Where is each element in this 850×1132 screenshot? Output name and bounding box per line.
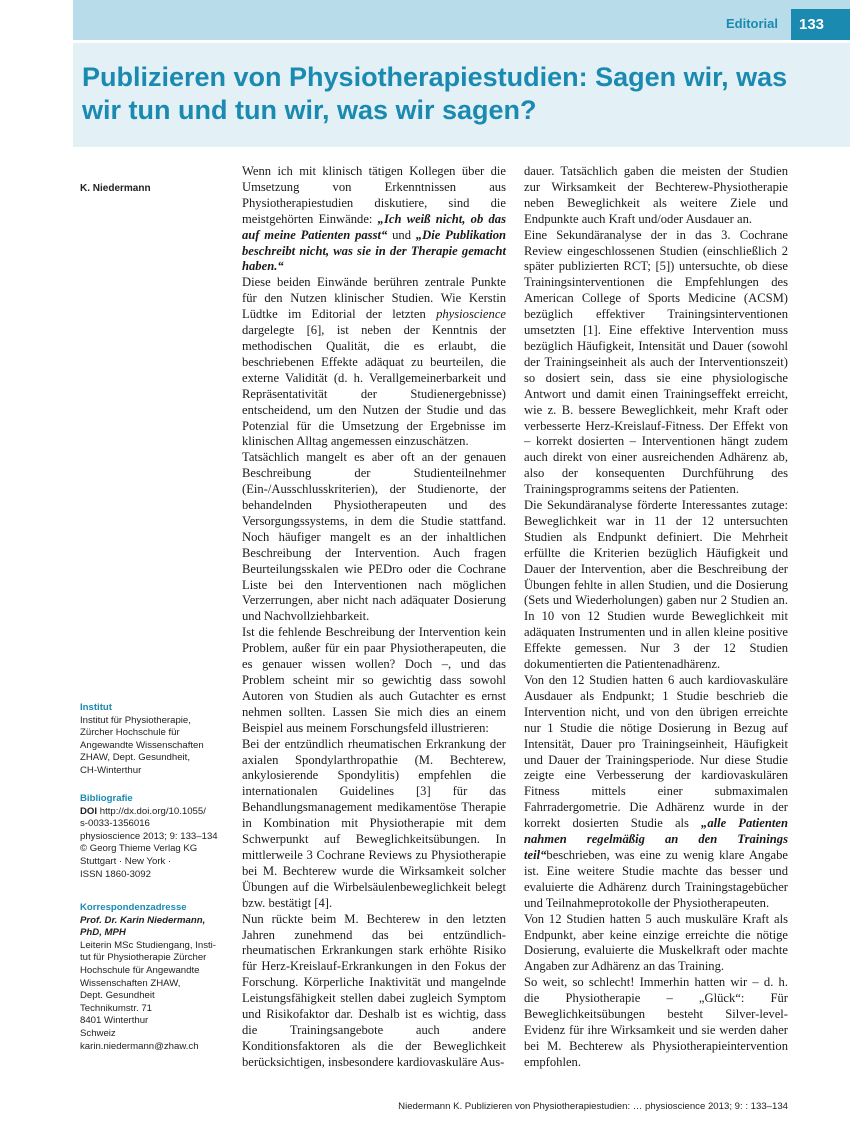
korrespondenz-line: Leiterin MSc Studiengang, Insti- — [80, 939, 216, 951]
quote: „alle Patienten nahmen regelmäßig an den Trainings teil“ — [524, 816, 788, 862]
institut-line: CH-Winterthur — [80, 764, 142, 776]
quote: „Die Publikation beschreibt nicht, was sie in der Therapie gemacht haben.“ — [242, 227, 507, 274]
paragraph: Tatsächlich mangelt es aber oft an der genauen Beschreibung der Studienteilnehmer (Ein-/Ausschlusskriterien), der Studienorte, der behandelnden Physiotherapeuten und des Versorgungssystems, in dem die Studie stattfand. Noch häufiger mangelt es an der inhaltlichen Beschreibung der Intervention. Auch fragen Beurteilungsskalen wie PEDro oder die Cochrane Liste bei den Interventionen nach möglichen Verzerrungen, aber nicht nach adäquater Dosierung und Nachvollziehbarkeit. — [242, 450, 506, 624]
body-column-left — [242, 164, 506, 1071]
bibliografie-heading: Bibliografie — [80, 793, 133, 804]
paragraph: Nun rückte beim M. Bechterew in den letzten Jahren zunehmend das bei entzündlich-rheumatischen Erkrankungen stark erhöhte Risiko für Herz-Kreislauf-Erkrankungen in den Fokus der Forschung. Körperliche Inaktivität und mangelnde Leistungsfähigkeit stellen dabei zugleich Symptom und Risikofaktor dar. Deshalb ist es wichtig, dass die Trainingsangebote auch andere Konditionsfaktoren als die der Beweglichkeit berücksichtigen, insbesondere kardiovaskuläre Aus- — [242, 911, 506, 1069]
article-title: Publizieren von Physiotherapiestudien: Sagen wir, was wir tun und tun wir, was wir sagen? — [82, 62, 788, 125]
text-run: Wenn ich mit klinisch tätigen Kollegen über die Umsetzung von Erkenntnissen aus Physiotherapiestudien diskutiere, sind die meistgehörten Einwände: — [242, 164, 506, 226]
korrespondenz-line: Schweiz — [80, 1027, 116, 1039]
institut-line: ZHAW, Dept. Gesundheit, — [80, 752, 191, 764]
bibliografie-line: Stuttgart · New York · — [80, 855, 172, 867]
paragraph: Die Sekundäranalyse förderte Interessantes zutage: Beweglichkeit war in 11 der 12 untersuchten Studien als Endpunkt definiert. Die Mehrheit erfüllte die Kriterien bezüglich Häufigkeit und Dauer der Intervention, aber die Beschreibung der Übungen fehlte in allen Studien, und die Dosierung (Sets und Wiederholungen) gaben nur 2 Studien an. In 10 von 12 Studien wurde Beweglichkeit mit adäquaten Instrumenten und in allen kleine positive Effekte gemessen. Nur 3 der 12 Studien dokumentierten die Patientenadhärenz. — [524, 498, 788, 672]
text-run: Von den 12 Studien hatten 6 auch kardiovaskuläre Ausdauer als Endpunkt; 1 Studie beschrieb die Intervention nicht, und von den übrigen erreichte nur 1 Studie die nötige Dosierung in Bezug auf Intensität, Dauer pro Trainingseinheit, Häufigkeit und Dauer der Trainingsperiode. Nur diese Studie zeigte eine Verbesserung der kardiovaskulären Fitness mittels einer submaximalen Fahrradergometrie. Die Adhärenz wurde in der korrekt dosierten Studie als — [524, 673, 788, 831]
bibliografie-line: © Georg Thieme Verlag KG — [80, 843, 198, 855]
text-run: beschrieben, was eine zu wenig klare Angabe ist. Eine weitere Studie machte das besser und evaluierte die Adhärenz durch Trainingstagebücher und Teilnahmeprotokolle der Physiotherapeuten. — [524, 847, 788, 910]
korrespondenz-line: Dept. Gesundheit — [80, 990, 155, 1002]
bibliografie-line: s-0033-1356016 — [80, 818, 150, 830]
institut-heading: Institut — [80, 702, 112, 713]
page-number: 133 — [791, 9, 850, 40]
bibliografie-line: ISSN 1860-3092 — [80, 868, 151, 880]
korrespondenz-heading: Korrespondenzadresse — [80, 902, 187, 913]
bibliografie-line: physioscience 2013; 9: 133–134 — [80, 830, 218, 842]
paragraph: Von 12 Studien hatten 5 auch muskuläre Kraft als Endpunkt, aber keine einzige erreichte die nötige Dosierung, evaluierte die Muskelkraft oder machte Angaben zur Adhärenz an das Training. — [524, 911, 788, 974]
journal-name: physioscience — [436, 307, 506, 322]
quote: „Ich weiß nicht, ob das auf meine Patienten passt“ — [242, 211, 506, 242]
section-label: Editorial — [725, 16, 778, 31]
institut-line: Angewandte Wissenschaften — [80, 739, 204, 751]
institut-block — [80, 702, 230, 778]
paragraph — [242, 164, 506, 275]
doi-line — [80, 806, 230, 819]
author-name: K. Niedermann — [80, 183, 151, 194]
paragraph: dauer. Tatsächlich gaben die meisten der Studien zur Wirksamkeit der Bechterew-Physiotherapie neben Beweglichkeit als weitere Ziele und Endpunkte auch Kraft und/oder Ausdauer an. — [524, 164, 788, 226]
institut-line: Institut für Physiotherapie, — [80, 714, 191, 726]
doi-link[interactable]: http://dx.doi.org/10.1055/ — [99, 805, 206, 817]
korrespondenz-line: Technikumstr. 71 — [80, 1002, 152, 1014]
text-run: und — [387, 227, 416, 242]
doi-label: DOI — [80, 805, 98, 817]
korrespondenz-name: PhD, MPH — [80, 927, 126, 939]
korrespondenz-line: Wissenschaften ZHAW, — [80, 977, 181, 989]
korrespondenz-line: Hochschule für Angewandte — [80, 964, 200, 976]
page-footer: Niedermann K. Publizieren von Physiotherapiestudien: … physioscience 2013; 9: : 133–134 — [398, 1101, 788, 1112]
bibliografie-block — [80, 793, 230, 881]
korrespondenz-line: tut für Physiotherapie Zürcher — [80, 952, 207, 964]
paragraph — [242, 275, 506, 450]
korrespondenz-block — [80, 902, 230, 1053]
paragraph: Ist die fehlende Beschreibung der Intervention kein Problem, außer für ein paar Physiotherapeuten, die es genauer wissen wollen? Doch –, und das Problem scheint mir so gewichtig dass sowohl Autoren von Studien als auch Gutachter es ernst nehmen sollten. Lassen Sie mich dies an einem Beispiel aus meinem Forschungsfeld illustrieren: — [242, 625, 506, 735]
korrespondenz-line: 8401 Winterthur — [80, 1015, 149, 1027]
paragraph — [524, 673, 788, 912]
body-column-right — [524, 164, 788, 1071]
korrespondenz-name: Prof. Dr. Karin Niedermann, — [80, 914, 206, 926]
text-run: Diese beiden Einwände berühren zentrale Punkte für den Nutzen klinischer Studien. Wie Kerstin Lüdtke im Editorial der letzten — [242, 275, 506, 322]
email-link[interactable]: karin.niedermann@zhaw.ch — [80, 1040, 199, 1052]
institut-line: Zürcher Hochschule für — [80, 727, 180, 739]
paragraph: Eine Sekundäranalyse der in das 3. Cochrane Review eingeschlossenen Studien (einschließlich 2 später publizierten RCT; [5]) untersuchte, ob diese Trainingsinterventionen die Empfehlungen des American College of Sports Medicine (ACSM) bezüglich effektiver Trainingsinterventionen umsetzten [1]. Eine effektive Intervention muss bezüglich Häufigkeit, Intensität und Dauer (sowohl der Trainingseinheit als auch der Interventionszeit) so dosiert sein, dass sie eine physiologische Antwort und damit einen Trainingseffekt erreicht, wie z. B. bessere Beweglichkeit, mehr Kraft oder verbesserte Herz-Kreislauf-Fitness. Der Effekt von – korrekt dosierten – Interventionen hängt zudem auch direkt von einer ausreichenden Adhärenz ab, also der konsequenten Durchführung des Trainingsprogramms seitens der Patienten. — [524, 227, 788, 497]
paragraph: So weit, so schlecht! Immerhin hatten wir – d. h. die Physiotherapie – „Glück“: Für Beweglichkeitsübungen besteht Silver-level-Evidenz für ihre Wirksamkeit und sie werden daher bei M. Bechterew als Physiotherapieintervention empfohlen. — [524, 975, 788, 1069]
text-run: dargelegte [6], ist neben der Kenntnis der methodischen Qualität, die es erlaubt, die beschriebenen Effekte adäquat zu beurteilen, die externe Validität (d. h. Verallgemeinerbarkeit und Repräsentativität der Studienergebnisse) entscheidend, um den Nutzen der Studie und das Potenzial für die Umsetzung der Ergebnisse im klinischen Alltag angemessen einzuschätzen. — [242, 323, 506, 449]
paragraph: Bei der entzündlich rheumatischen Erkrankung der axialen Spondylarthropathie (M. Bechterew, ankylosierende Spondylitis) empfehlen die internationalen Guidelines [3] für das Behandlungsmanagement medikamentöse Therapie in Kombination mit Physiotherapie mit dem Schwerpunkt auf Beweglichkeitsübungen. In mittlerweile 3 Cochrane Reviews zu Physiotherapie bei M. Bechterew wurde die Wirksamkeit solcher Übungen auf die Wirbelsäulenbeweglichkeit belegt bzw. bestätigt [4]. — [242, 736, 506, 910]
